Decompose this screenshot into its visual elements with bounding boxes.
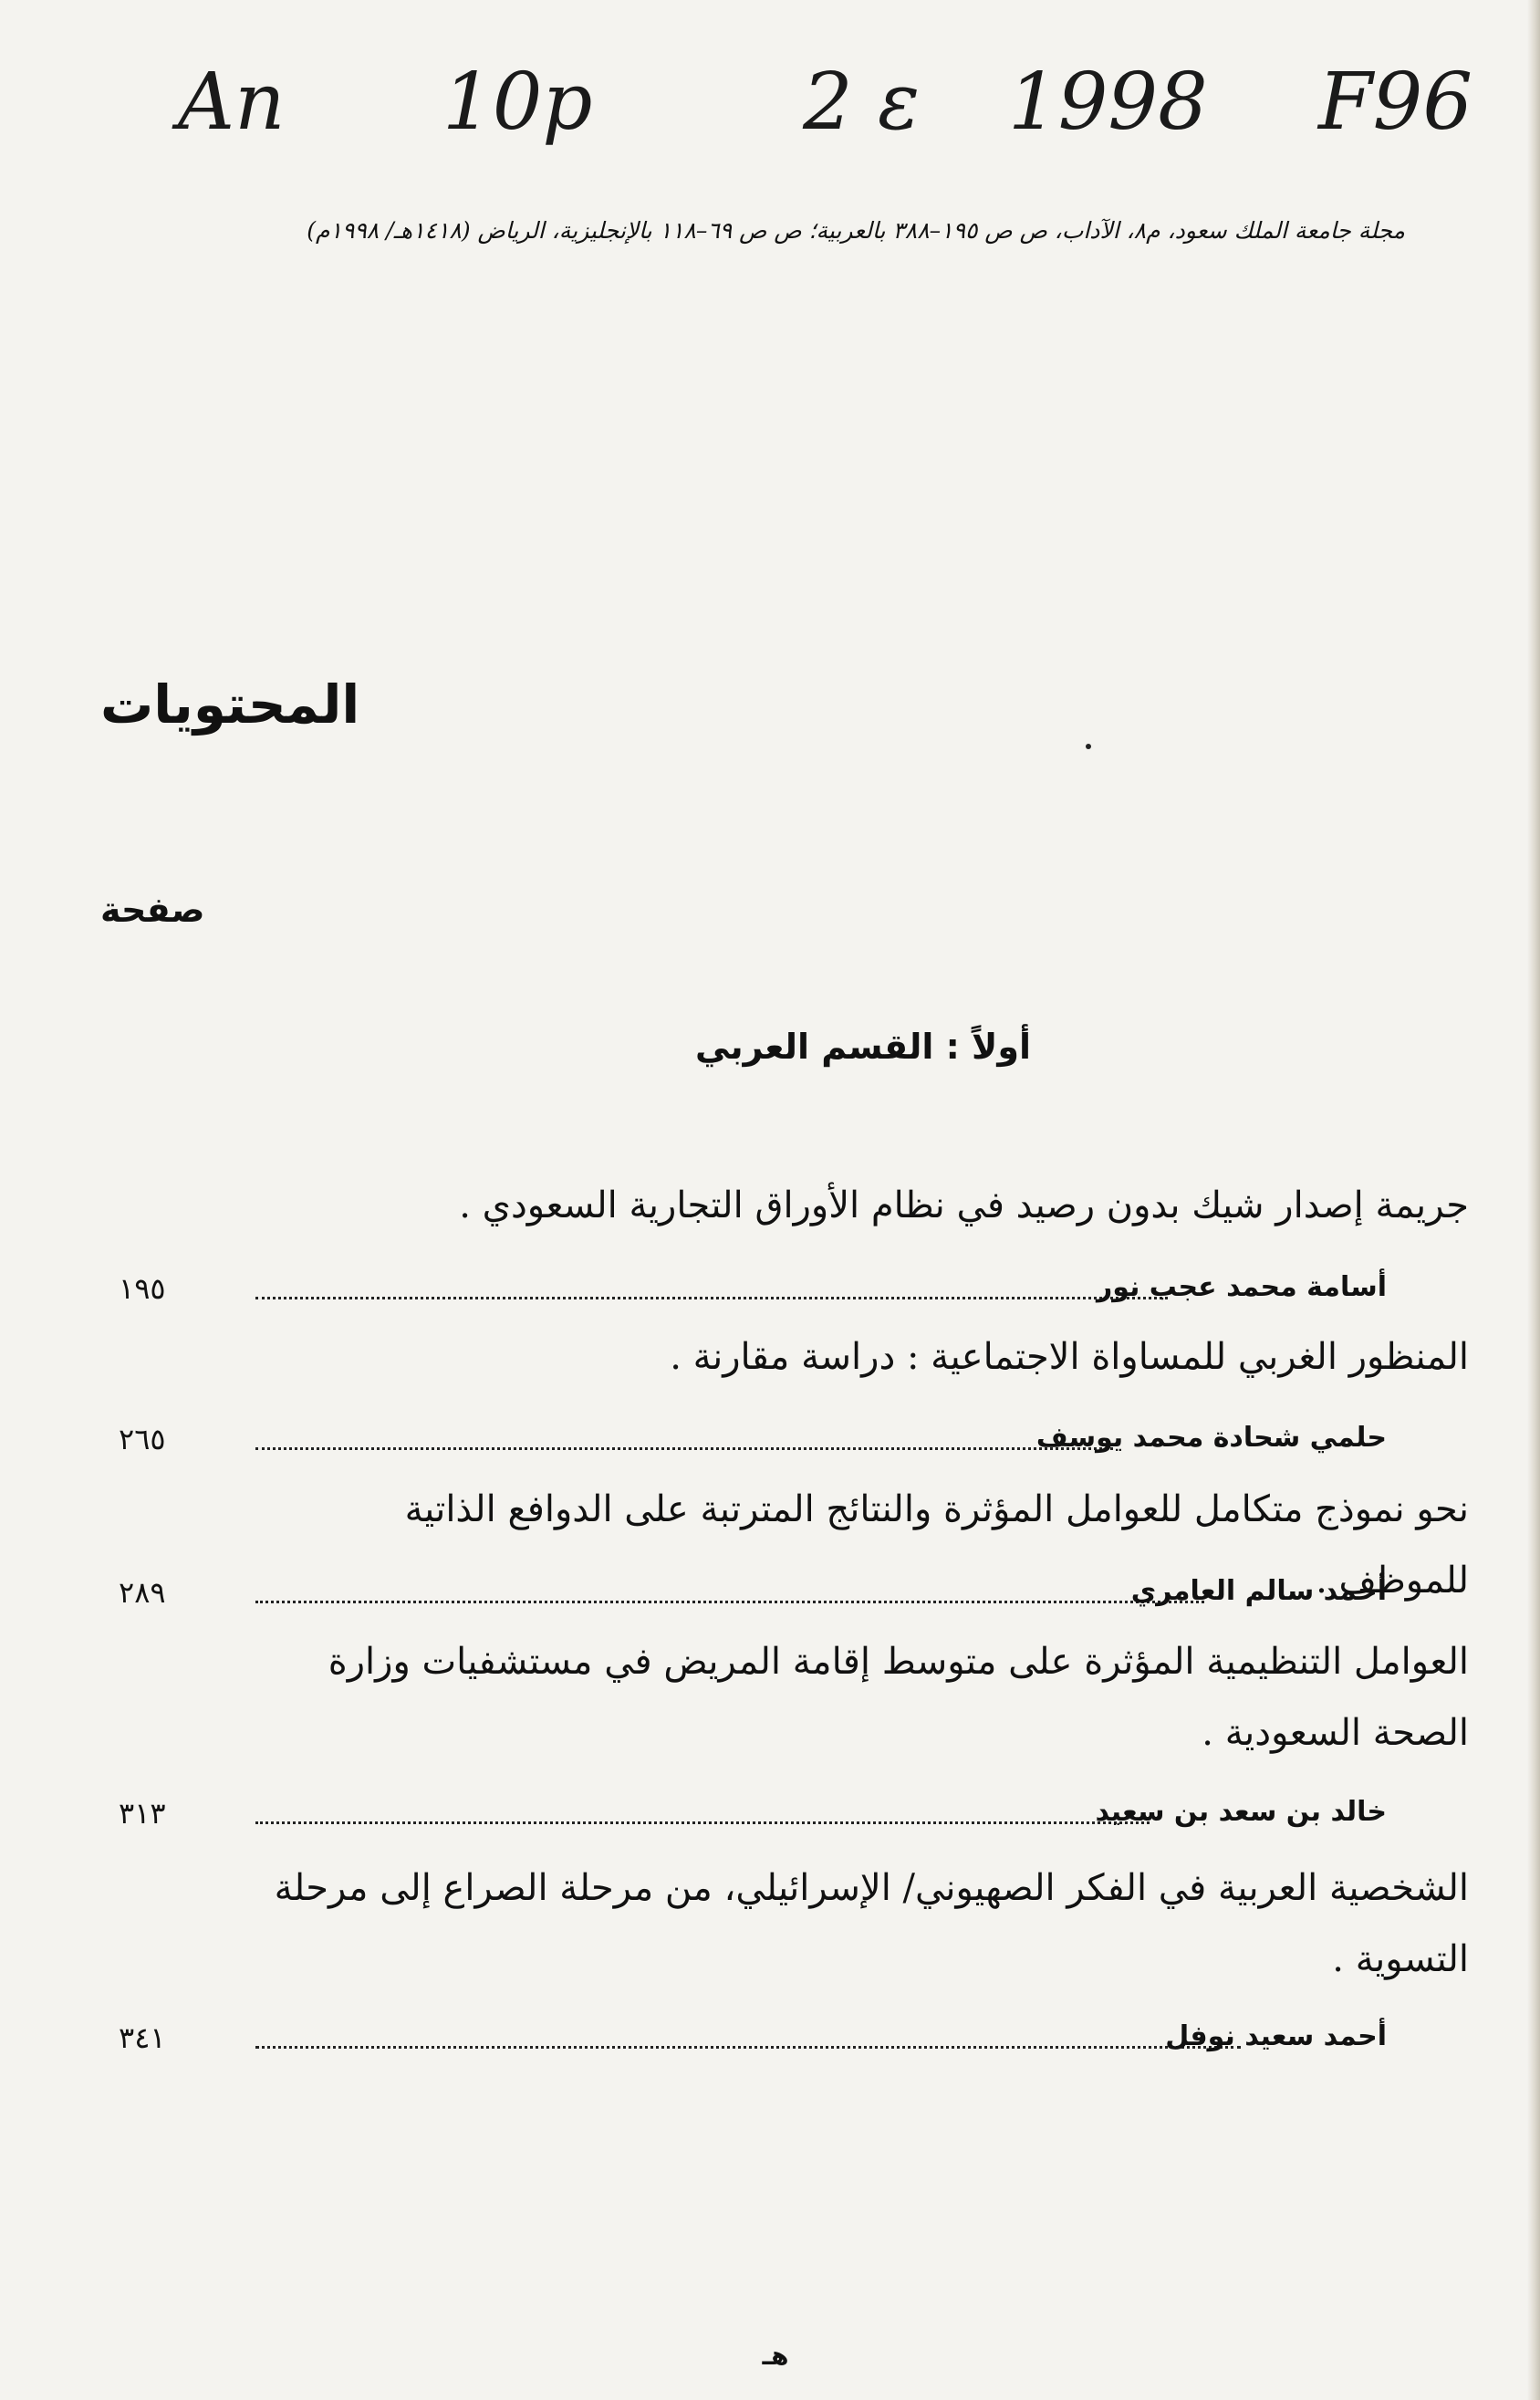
entry-page-number: ١٩٥ (119, 1271, 166, 1306)
handwritten-part: 10p (442, 57, 593, 148)
entry-author-row (119, 1422, 1387, 1471)
page-column-label: صفحة (100, 890, 205, 930)
handwritten-catalog-note (0, 57, 1540, 157)
handwritten-part: 1998 (1008, 57, 1208, 148)
page-folio: هـ (762, 2341, 789, 2371)
entry-author: أسامة محمد عجب نور (1096, 1271, 1387, 1303)
dot-leader (255, 1821, 1150, 1824)
dot-leader (255, 1297, 1168, 1299)
entry-author-row (119, 2020, 1387, 2070)
handwritten-part: F96 (1318, 57, 1473, 148)
section-heading: أولاً : القسم العربي (694, 1027, 1031, 1067)
handwritten-part: An (178, 57, 286, 148)
entry-title: جريمة إصدار شيك بدون رصيد في نظام الأوراق التجارية السعودي . (459, 1184, 1469, 1226)
dot-leader (255, 1601, 1204, 1603)
entry-title: نحو نموذج متكامل للعوامل المؤثرة والنتائج المترتبة على الدوافع الذاتية للموظف . (404, 1488, 1469, 1602)
page-edge-shadow (1527, 0, 1540, 2400)
entry-author: حلمي شحادة محمد يوسف (1035, 1422, 1387, 1454)
entry-author: أحمد سالم العامري (1130, 1575, 1387, 1607)
entry-page-number: ٢٨٩ (119, 1575, 166, 1610)
dot-leader (255, 2046, 1241, 2049)
entry-page-number: ٣١٣ (119, 1796, 166, 1831)
entry-page-number: ٣٤١ (119, 2020, 166, 2055)
entry-author-row (119, 1271, 1387, 1320)
entry-author: خالد بن سعد بن سعيد (1095, 1796, 1387, 1828)
dot-leader (255, 1447, 1113, 1450)
entry-author-row (119, 1575, 1387, 1624)
journal-reference: مجلة جامعة الملك سعود، م٨، الآداب، ص ص ١٩٥–٣٨٨ بالعربية؛ ص ص ٦٩–١١٨ بالإنجليزية، الرياض (١٤١٨هـ/ ١٩٩٨م) (307, 217, 1405, 244)
handwritten-part: 2 ε (803, 57, 921, 148)
entry-page-number: ٢٦٥ (119, 1422, 166, 1456)
entry-title: المنظور الغربي للمساواة الاجتماعية : دراسة مقارنة . (670, 1336, 1469, 1378)
entry-author: أحمد سعيد نوفل (1165, 2020, 1387, 2052)
entry-title: الشخصية العربية في الفكر الصهيوني/ الإسرائيلي، من مرحلة الصراع إلى مرحلة التسوية . (274, 1867, 1469, 1980)
scan-speck (1086, 744, 1091, 749)
entry-title: العوامل التنظيمية المؤثرة على متوسط إقامة المريض في مستشفيات وزارة الصحة السعودية . (328, 1641, 1469, 1754)
contents-title: المحتويات (100, 673, 360, 736)
entry-author-row (119, 1796, 1387, 1845)
